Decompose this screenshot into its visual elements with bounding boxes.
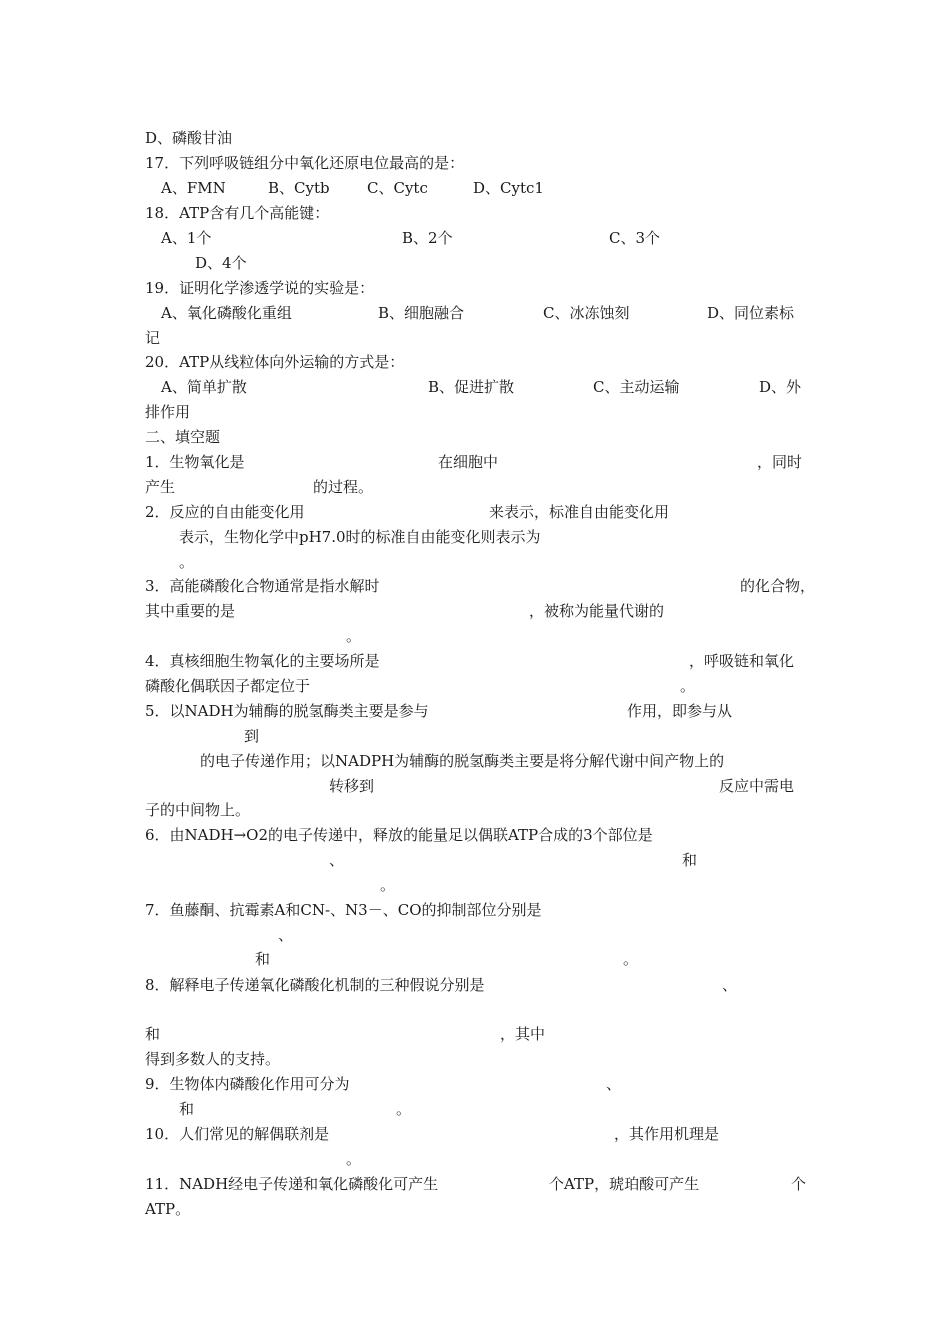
text-l09-seg0: 记 <box>145 329 161 347</box>
text-l32-seg0: 7．鱼藤酮、抗霉素A和CN-、N3－、CO的抑制部位分别是 <box>145 901 542 919</box>
text-l22-seg1: ，呼吸链和氧化 <box>689 652 795 670</box>
text-l13-seg0: 二、填空题 <box>145 428 221 446</box>
text-l40-seg0: 10．人们常见的解偶联剂是 <box>145 1125 330 1143</box>
text-l38-seg1: 、 <box>606 1075 622 1093</box>
text-l24-seg0: 5．以NADH为辅酶的脱氢酶类主要是参与 <box>145 702 429 720</box>
text-l16-seg1: 来表示，标准自由能变化用 <box>489 503 670 521</box>
text-l29-seg0: 6．由NADH→O2的电子传递中，释放的能量足以偶联ATP合成的3个部位是 <box>145 826 653 844</box>
text-l03-seg0: A、FMN <box>161 179 226 197</box>
text-l08-seg3: D、同位素标 <box>707 304 795 322</box>
text-l18-seg0: 。 <box>179 553 195 571</box>
text-l39-seg1: 。 <box>396 1100 412 1118</box>
text-l10-seg0: 20．ATP从线粒体向外运输的方式是： <box>145 353 405 371</box>
text-l08-seg1: B、细胞融合 <box>378 304 465 322</box>
text-l30-seg0: 、 <box>329 851 345 869</box>
text-l05-seg0: A、1个 <box>161 229 212 247</box>
text-l33-seg0: 、 <box>278 926 294 944</box>
text-l30-seg1: 和 <box>682 851 698 869</box>
text-l34-seg1: 。 <box>623 950 639 968</box>
text-l42-seg1: 个ATP，琥珀酸可产生 <box>549 1175 700 1193</box>
text-l08-seg0: A、氧化磷酸化重组 <box>161 304 292 322</box>
text-l05-seg2: C、3个 <box>609 229 661 247</box>
text-l11-seg0: A、简单扩散 <box>161 378 247 396</box>
text-l03-seg2: C、Cytc <box>367 179 428 197</box>
text-l27-seg0: 转移到 <box>329 777 375 795</box>
text-l41-seg0: 。 <box>346 1150 362 1168</box>
text-l42-seg2: 个 <box>791 1175 807 1193</box>
text-l14-seg1: 在细胞中 <box>438 453 499 471</box>
text-l19-seg0: 3．高能磷酸化合物通常是指水解时 <box>145 577 380 595</box>
text-l20-seg1: ，被称为能量代谢的 <box>529 602 665 620</box>
text-l31-seg0: 。 <box>380 876 396 894</box>
text-l16-seg0: 2．反应的自由能变化用 <box>145 503 305 521</box>
text-l03-seg3: D、Cytc1 <box>473 179 544 197</box>
text-l23-seg1: 。 <box>680 677 696 695</box>
text-l39-seg0: 和 <box>179 1100 195 1118</box>
text-l08-seg2: C、冰冻蚀刻 <box>543 304 630 322</box>
text-l43-seg0: ATP。 <box>145 1200 191 1218</box>
text-l11-seg2: C、主动运输 <box>593 378 680 396</box>
text-l19-seg1: 的化合物， <box>740 577 816 595</box>
text-l11-seg1: B、促进扩散 <box>428 378 515 396</box>
text-l36-seg1: ，其中 <box>500 1025 546 1043</box>
text-l36-seg0: 和 <box>145 1025 161 1043</box>
text-l05-seg1: B、2个 <box>402 229 453 247</box>
text-l25-seg0: 到 <box>244 727 260 745</box>
text-l03-seg1: B、Cytb <box>268 179 330 197</box>
text-l15-seg1: 的过程。 <box>313 478 374 496</box>
text-l38-seg0: 9．生物体内磷酸化作用可分为 <box>145 1075 350 1093</box>
text-l14-seg0: 1．生物氧化是 <box>145 453 245 471</box>
text-l24-seg1: 作用，即参与从 <box>627 702 733 720</box>
text-l40-seg1: ，其作用机理是 <box>614 1125 720 1143</box>
text-l11-seg3: D、外 <box>759 378 802 396</box>
text-l35-seg0: 8．解释电子传递氧化磷酸化机制的三种假说分别是 <box>145 976 485 994</box>
text-l35-seg1: 、 <box>722 976 738 994</box>
text-l28-seg0: 子的中间物上。 <box>145 801 251 819</box>
text-l06-seg0: D、4个 <box>195 254 247 272</box>
text-l07-seg0: 19．证明化学渗透学说的实验是： <box>145 279 375 297</box>
text-l34-seg0: 和 <box>255 950 271 968</box>
text-l27-seg1: 反应中需电 <box>719 777 795 795</box>
text-l12-seg0: 排作用 <box>145 403 191 421</box>
text-l01-seg0: D、磷酸甘油 <box>145 129 233 147</box>
text-l04-seg0: 18．ATP含有几个高能键： <box>145 204 330 222</box>
text-l15-seg0: 产生 <box>145 478 176 496</box>
text-l02-seg0: 17．下列呼吸链组分中氧化还原电位最高的是： <box>145 154 465 172</box>
text-l42-seg0: 11．NADH经电子传递和氧化磷酸化可产生 <box>145 1175 439 1193</box>
text-l26-seg0: 的电子传递作用；以NADPH为辅酶的脱氢酶类主要是将分解代谢中间产物上的 <box>200 752 725 770</box>
text-l23-seg0: 磷酸化偶联因子都定位于 <box>145 677 311 695</box>
text-l14-seg2: ，同时 <box>757 453 803 471</box>
text-l20-seg0: 其中重要的是 <box>145 602 236 620</box>
text-l37-seg0: 得到多数人的支持。 <box>145 1050 281 1068</box>
text-l17-seg0: 表示，生物化学中pH7.0时的标准自由能变化则表示为 <box>179 528 541 546</box>
text-l21-seg0: 。 <box>346 627 362 645</box>
text-l22-seg0: 4．真核细胞生物氧化的主要场所是 <box>145 652 380 670</box>
